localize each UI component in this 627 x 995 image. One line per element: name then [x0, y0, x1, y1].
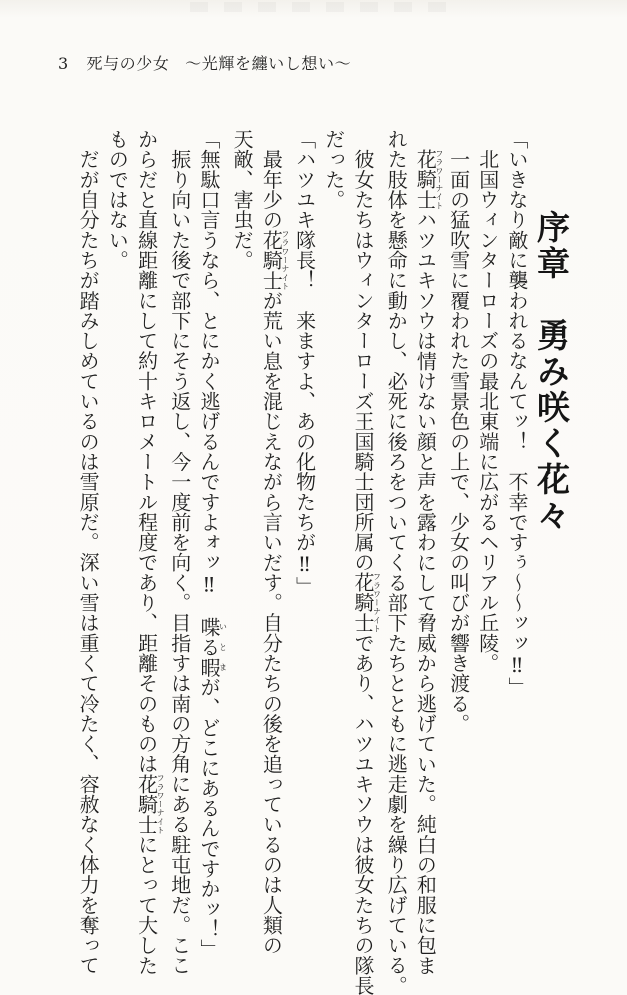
running-header [58, 56, 351, 72]
ruby-reading: フラワーナイト [280, 229, 290, 291]
ruby-base: 花騎士 [350, 572, 375, 633]
ruby-reading: いとま [218, 616, 228, 678]
body-line: 天敵、害虫だ。 [230, 129, 255, 271]
line-text-after: が荒い息を混じえながら言いだす。自分たちの後を追っているのは人類の [259, 290, 284, 956]
ruby-reading: フラワーナイト [156, 773, 166, 835]
body-line [194, 129, 228, 960]
line-text-before: からだと直線距離にして約十キロメートル程度であり、距離そのものは [134, 129, 159, 774]
body-line [410, 129, 444, 976]
ruby-word [259, 229, 290, 291]
line-text-before [413, 129, 437, 149]
chapter-title: 死与の少女 [86, 54, 170, 73]
vertical-body-text [73, 129, 531, 995]
chapter-subtitle: ～光輝を纏いし想い～ [185, 54, 352, 73]
line-text-after: にとって大した [134, 834, 159, 976]
body-line: 北国ウィンターローズの最北東端に広がるヘリアル丘陵。 [475, 129, 500, 674]
section-title-vertical: 序章 勇み咲く花々 [532, 210, 571, 534]
ruby-word [413, 149, 444, 210]
ruby-word [196, 616, 228, 678]
ruby-base: 花騎士 [413, 149, 438, 210]
body-line: ものではない。 [105, 129, 130, 271]
body-line: だが自分たちが踏みしめているのは雪原だ。深い雪は重くて冷たく、容赦なく体力を奪って [76, 129, 101, 976]
bleed-through-text [190, 2, 450, 12]
body-line [256, 129, 290, 956]
line-text-before: 最年少の [259, 129, 284, 230]
body-line [131, 129, 166, 976]
line-text-after: ハツユキソウは情けない顔と声を露わにして脅威から逃げていた。純白の和服に包ま [413, 209, 438, 976]
ruby-base: 花騎士 [134, 773, 159, 835]
ruby-base: 花騎士 [259, 229, 284, 291]
body-line: 「いきなり敵に襲われるなんてッ！ 不幸ですぅ～～ッッ‼」 [505, 129, 529, 698]
ruby-reading: フラワーナイト [372, 572, 382, 633]
line-text-before: 「無駄口言うなら、とにかく逃げるんですよォッ‼ [196, 129, 221, 617]
body-line: だった。 [321, 129, 346, 210]
chapter-number: 3 [58, 54, 69, 73]
body-line [348, 129, 382, 995]
ruby-reading: フラワーナイト [434, 149, 444, 210]
body-line: 一面の猛吹雪に覆われた雪景色の上で、少女の叫びが響き渡る。 [446, 129, 471, 734]
body-line: 振り向いた後で部下にそう返し、今一度前を向く。目指すは南の方角にある駐屯地だ。ここ [167, 129, 192, 976]
body-line: れた肢体を懸命に動かし、必死に後ろをついてくる部下たちとともに逃走劇を繰り広げている。 [384, 129, 409, 995]
line-text-before: 彼女たちはウィンターローズ王国騎士団所属の [350, 129, 375, 573]
ruby-word [350, 572, 382, 633]
body-line: 「ハツユキ隊長！ 来ますよ、あの化物たちが‼」 [292, 129, 317, 597]
line-text-after: であり、ハツユキソウは彼女たちの隊長 [350, 632, 375, 995]
line-text-after: が、どこにあるんですかッ！」 [196, 677, 221, 960]
ruby-word [134, 773, 166, 835]
ruby-base: 喋る暇 [196, 616, 221, 678]
